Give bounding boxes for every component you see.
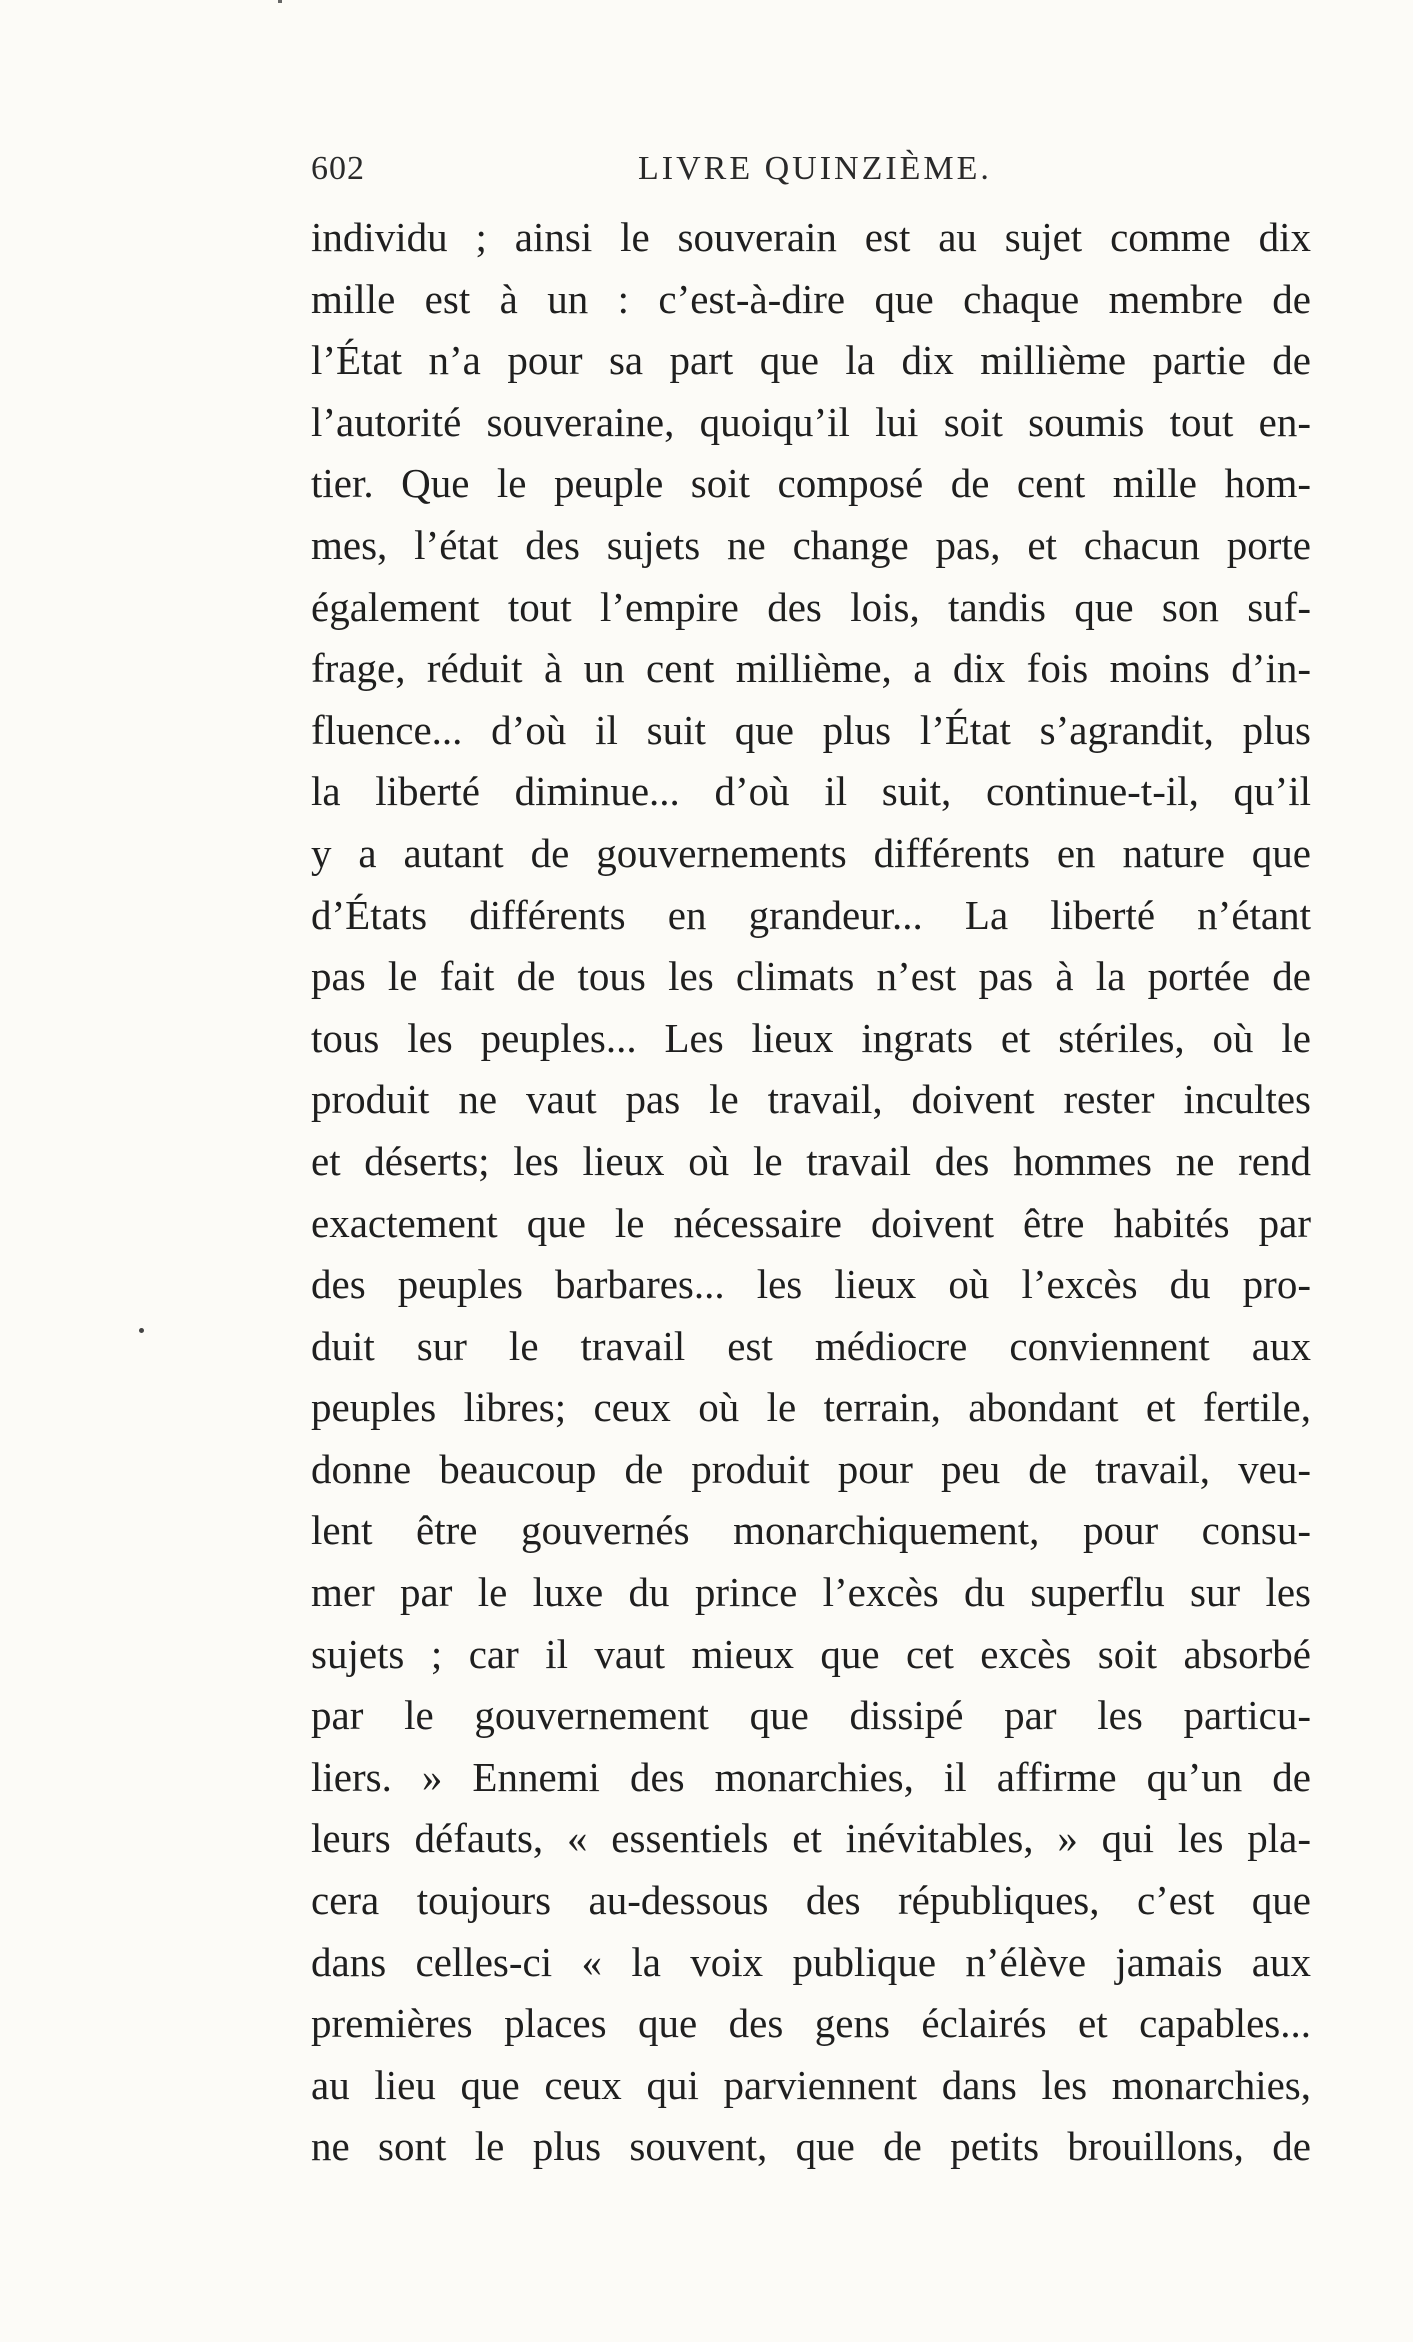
text-line: d’États différents en grandeur... La liberté n’étant [311,891,1311,938]
text-line: donne beaucoup de produit pour peu de travail, veu- [311,1445,1311,1492]
text-line: au lieu que ceux qui parviennent dans les monarchies, [311,2061,1311,2108]
text-line: dans celles-ci « la voix publique n’élève jamais aux [311,1938,1311,1985]
text-line: des peuples barbares... les lieux où l’excès du pro- [311,1261,1311,1308]
text-line: liers. » Ennemi des monarchies, il affirme qu’un de [311,1753,1311,1800]
text-line: la liberté diminue... d’où il suit, continue-t-il, qu’il [311,768,1311,815]
text-line: fluence... d’où il suit que plus l’État s’agrandit, plus [311,706,1311,753]
running-title: LIVRE QUINZIÈME. [638,150,992,187]
text-line: leurs défauts, « essentiels et inévitables, » qui les pla- [311,1815,1311,1862]
text-line: l’État n’a pour sa part que la dix millième partie de [311,337,1311,384]
text-line: cera toujours au-dessous des républiques, c’est que [311,1877,1311,1924]
text-line: produit ne vaut pas le travail, doivent rester incultes [311,1076,1311,1123]
text-line: par le gouvernement que dissipé par les particu- [311,1692,1311,1739]
text-line: mer par le luxe du prince l’excès du superflu sur les [311,1569,1311,1616]
text-line: ne sont le plus souvent, que de petits brouillons, de [311,2123,1311,2170]
paper-mark [278,0,282,3]
page-header [311,150,1311,200]
text-line: également tout l’empire des lois, tandis que son suf- [311,583,1311,630]
text-line: premières places que des gens éclairés et capables... [311,2000,1311,2047]
text-line: mes, l’état des sujets ne change pas, et chacun porte [311,521,1311,568]
text-line: y a autant de gouvernements différents en nature que [311,829,1311,876]
page-number: 602 [311,150,365,187]
body-text [311,207,1311,2178]
text-line: mille est à un : c’est-à-dire que chaque membre de [311,275,1311,322]
text-line: frage, réduit à un cent millième, a dix fois moins d’in- [311,645,1311,692]
text-line: peuples libres; ceux où le terrain, abondant et fertile, [311,1384,1311,1431]
text-line: et déserts; les lieux où le travail des hommes ne rend [311,1137,1311,1184]
text-line: tier. Que le peuple soit composé de cent mille hom- [311,460,1311,507]
text-line: exactement que le nécessaire doivent être habités par [311,1199,1311,1246]
text-line: lent être gouvernés monarchiquement, pour consu- [311,1507,1311,1554]
text-line: l’autorité souveraine, quoiqu’il lui soit soumis tout en- [311,398,1311,445]
text-line: sujets ; car il vaut mieux que cet excès soit absorbé [311,1630,1311,1677]
text-line: individu ; ainsi le souverain est au sujet comme dix [311,214,1311,260]
text-line: tous les peuples... Les lieux ingrats et stériles, où le [311,1014,1311,1061]
margin-speck [139,1328,144,1333]
text-line: pas le fait de tous les climats n’est pas à la portée de [311,953,1311,1000]
text-line: duit sur le travail est médiocre conviennent aux [311,1322,1311,1369]
